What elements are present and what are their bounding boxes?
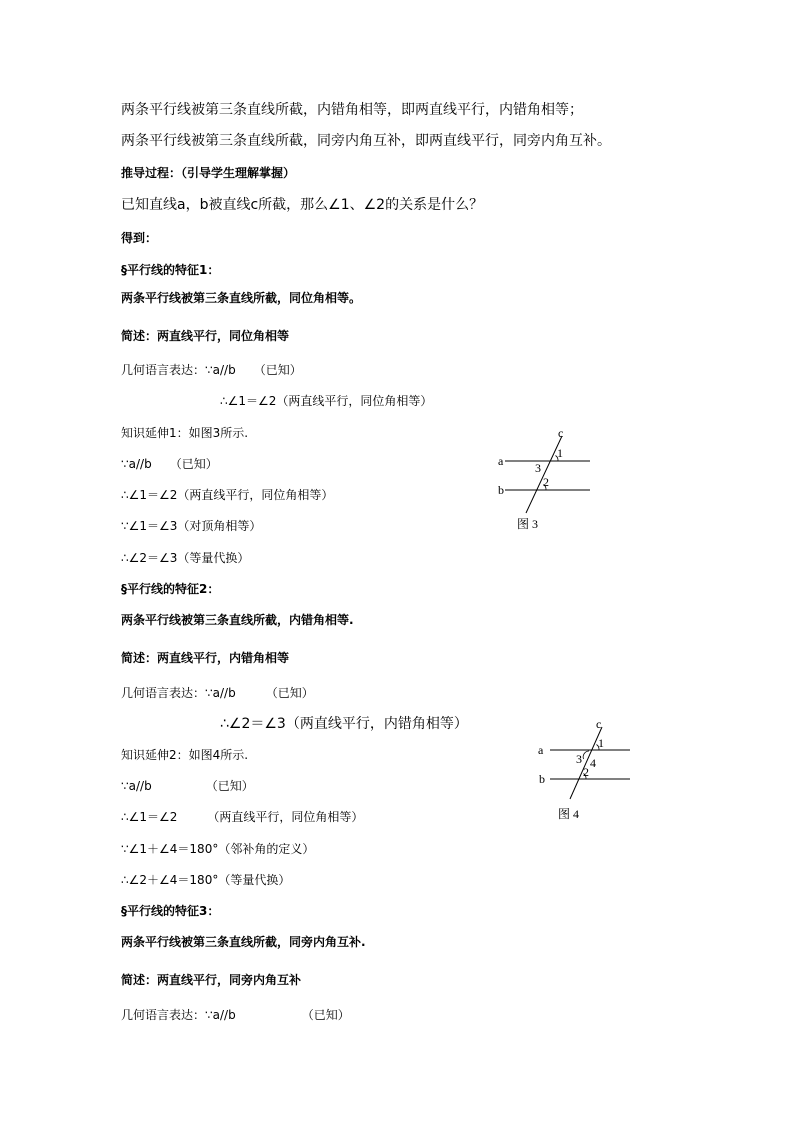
- extension-1-heading: 知识延伸1：如图3所示.: [121, 426, 249, 440]
- proof-line: ∵∠1＋∠4＝180°（邻补角的定义）: [121, 842, 315, 856]
- angle-label-2: 2: [543, 475, 549, 489]
- summary-1: 简述：两直线平行，同位角相等: [121, 329, 290, 343]
- line-label-b: b: [498, 483, 504, 497]
- geometry-expression-2: 几何语言表达：∵a//b （已知）: [121, 686, 314, 700]
- geometry-expression-3: 几何语言表达：∵a//b （已知）: [121, 1008, 350, 1022]
- property-statement-3: 两条平行线被第三条直线所截，同旁内角互补.: [121, 935, 366, 949]
- angle-label-3: 3: [576, 752, 582, 766]
- angle-label-4: 4: [590, 756, 596, 770]
- proof-line: ∴∠1＝∠2（两直线平行，同位角相等）: [121, 488, 334, 502]
- property-statement-1: 两条平行线被第三条直线所截，同位角相等。: [121, 291, 362, 305]
- question-line: 已知直线a，b被直线c所截，那么∠1、∠2的关系是什么？: [121, 197, 484, 213]
- figure-3: [490, 420, 600, 535]
- line-label-a: a: [498, 454, 504, 468]
- section-heading-2: §平行线的特征2：: [121, 582, 220, 596]
- proof-line: ∵a//b （已知）: [121, 457, 218, 471]
- angle-label-3: 3: [535, 461, 541, 475]
- summary-2: 简述：两直线平行，内错角相等: [121, 651, 290, 665]
- heading-derivation: 推导过程：（引导学生理解掌握）: [121, 166, 296, 180]
- section-heading-1: §平行线的特征1：: [121, 263, 220, 277]
- figure-3-caption: 图 3: [517, 517, 539, 531]
- angle-label-1: 1: [598, 736, 604, 750]
- figure-4: [530, 715, 640, 825]
- line-label-c: c: [596, 717, 602, 731]
- proof-line: ∴∠2＝∠3（等量代换）: [121, 551, 250, 565]
- proof-line: ∵a//b （已知）: [121, 779, 254, 793]
- conclusion-1: ∴∠1＝∠2（两直线平行，同位角相等）: [220, 394, 433, 408]
- text-line: 两条平行线被第三条直线所截，同旁内角互补，即两直线平行，同旁内角互补。: [121, 133, 611, 149]
- section-heading-3: §平行线的特征3：: [121, 904, 220, 918]
- proof-line: ∴∠1＝∠2 （两直线平行，同位角相等）: [121, 810, 364, 824]
- proof-line: ∴∠2＋∠4＝180°（等量代换）: [121, 873, 291, 887]
- conclusion-2: ∴∠2＝∠3（两直线平行，内错角相等）: [220, 716, 468, 732]
- extension-2-heading: 知识延伸2：如图4所示.: [121, 748, 249, 762]
- geometry-expression-1: 几何语言表达：∵a//b （已知）: [121, 363, 302, 377]
- line-label-c: c: [558, 426, 564, 440]
- label-result: 得到：: [121, 231, 158, 245]
- angle-label-1: 1: [557, 446, 563, 460]
- angle-label-2: 2: [583, 765, 589, 779]
- line-label-a: a: [538, 743, 544, 757]
- summary-3: 简述：两直线平行，同旁内角互补: [121, 973, 302, 987]
- text-line: 两条平行线被第三条直线所截，内错角相等，即两直线平行，内错角相等；: [121, 102, 583, 118]
- line-label-b: b: [539, 772, 545, 786]
- proof-line: ∵∠1＝∠3（对顶角相等）: [121, 519, 262, 533]
- figure-4-caption: 图 4: [558, 807, 580, 821]
- property-statement-2: 两条平行线被第三条直线所截，内错角相等.: [121, 613, 354, 627]
